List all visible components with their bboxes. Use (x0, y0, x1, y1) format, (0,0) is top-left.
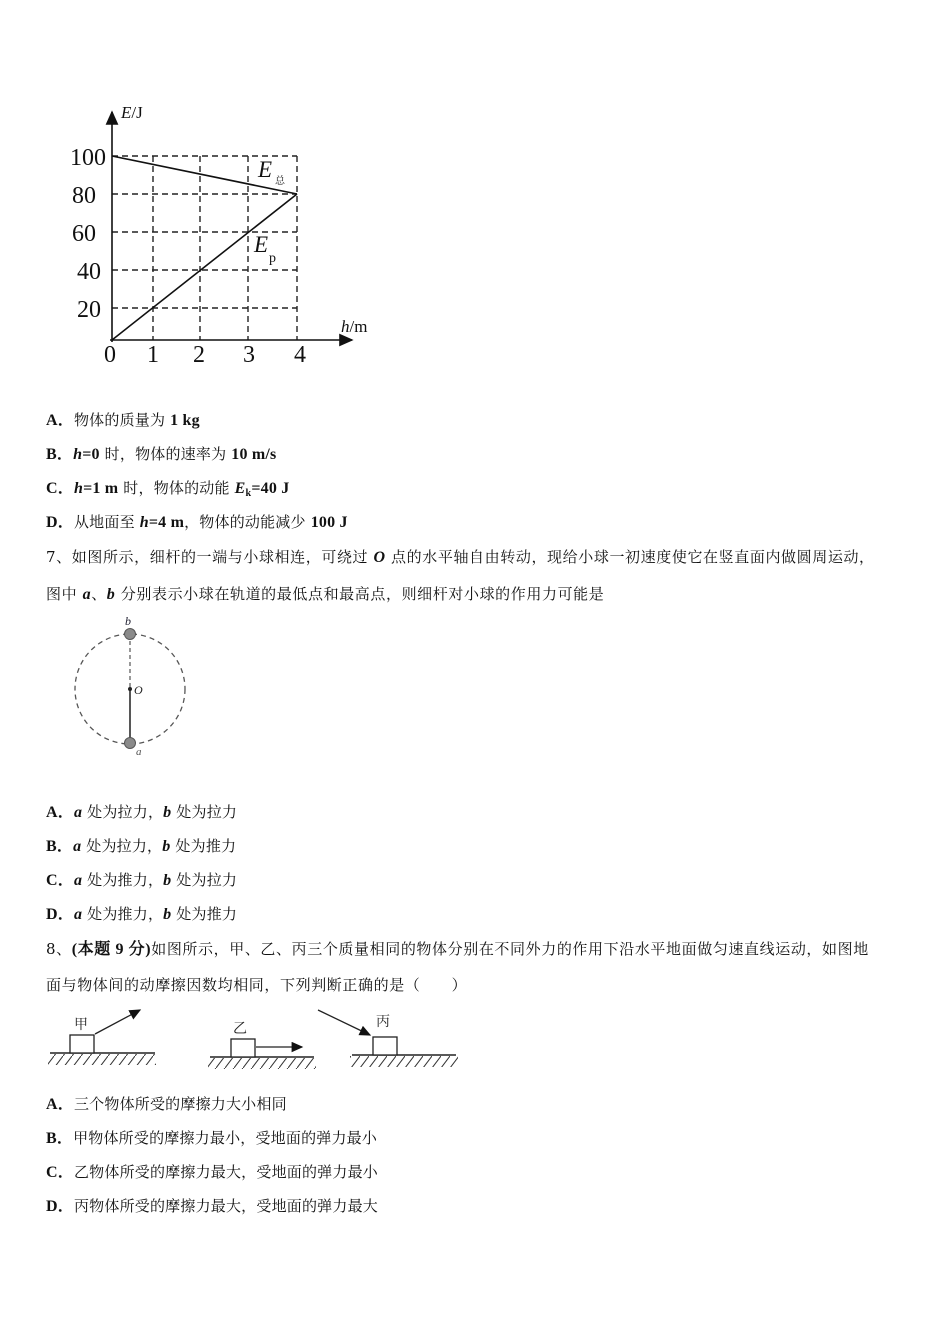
svg-text:乙: 乙 (233, 1022, 247, 1037)
block-jia (48, 1010, 156, 1065)
svg-text:b: b (125, 614, 131, 628)
q8-option-c[interactable]: C．乙物体所受的摩擦力最大，受地面的弹力最小 (46, 1163, 378, 1181)
q6-option-a[interactable]: A．物体的质量为 1 kg (46, 411, 200, 429)
q7-stem-line2: 图中 a、b 分别表示小球在轨道的最低点和最高点，则细杆对小球的作用力可能是 (46, 585, 605, 603)
circular-motion-figure (60, 610, 200, 760)
svg-text:40: 40 (77, 259, 101, 285)
q8-option-d[interactable]: D．丙物体所受的摩擦力最大，受地面的弹力最大 (46, 1197, 378, 1215)
q6-option-b[interactable]: B．h=0 时，物体的速率为 10 m/s (46, 445, 277, 463)
svg-text:0: 0 (104, 342, 116, 368)
q7-option-d[interactable]: D．a 处为推力，b 处为推力 (46, 905, 238, 923)
three-blocks-figure (40, 1000, 470, 1080)
svg-text:E/J: E/J (121, 103, 143, 122)
svg-text:20: 20 (77, 297, 101, 323)
block-bing (318, 1010, 458, 1067)
svg-text:a: a (136, 746, 142, 758)
block-yi (208, 1022, 316, 1069)
svg-text:1: 1 (147, 342, 159, 368)
svg-text:4: 4 (294, 342, 306, 368)
q7-option-c[interactable]: C．a 处为推力，b 处为拉力 (46, 871, 238, 889)
chart-grid (112, 156, 297, 340)
energy-height-chart (60, 95, 390, 375)
svg-text:100: 100 (70, 145, 106, 171)
q7-stem-line1: 7、如图所示，细杆的一端与小球相连，可绕过 O 点的水平轴自由转动，现给小球一初速度使它在竖直面内做圆周运动， (46, 548, 875, 566)
ball-a (125, 738, 136, 749)
svg-text:2: 2 (193, 342, 205, 368)
pivot-o (128, 687, 132, 691)
q7-option-a[interactable]: A．a 处为拉力，b 处为拉力 (46, 803, 238, 821)
svg-text:O: O (134, 683, 143, 697)
q8-stem-line1: 8、(本题 9 分)如图所示，甲、乙、丙三个质量相同的物体分别在不同外力的作用下沿水平地面做匀速直线运动，如图地 (46, 940, 869, 958)
svg-text:甲: 甲 (74, 1018, 88, 1033)
svg-text:总: 总 (275, 176, 285, 187)
series-ep (112, 194, 297, 340)
q6-option-d[interactable]: D．从地面至 h=4 m，物体的动能减少 100 J (46, 513, 348, 531)
svg-text:h/m: h/m (341, 317, 368, 336)
svg-text:p: p (269, 251, 276, 266)
q8-option-a[interactable]: A．三个物体所受的摩擦力大小相同 (46, 1095, 287, 1113)
q7-option-b[interactable]: B．a 处为拉力，b 处为推力 (46, 837, 237, 855)
q6-option-c[interactable]: C．h=1 m 时，物体的动能 $E_k=40$ J (46, 479, 290, 499)
ball-b (125, 629, 136, 640)
q8-option-b[interactable]: B．甲物体所受的摩擦力最小，受地面的弹力最小 (46, 1129, 378, 1147)
svg-text:E: E (258, 157, 273, 182)
q8-stem-line2: 面与物体间的动摩擦因数均相同，下列判断正确的是（ ） (46, 976, 468, 994)
svg-text:3: 3 (243, 342, 255, 368)
svg-text:60: 60 (72, 221, 96, 247)
svg-text:80: 80 (72, 183, 96, 209)
svg-text:E: E (254, 232, 269, 257)
svg-text:丙: 丙 (376, 1015, 390, 1030)
